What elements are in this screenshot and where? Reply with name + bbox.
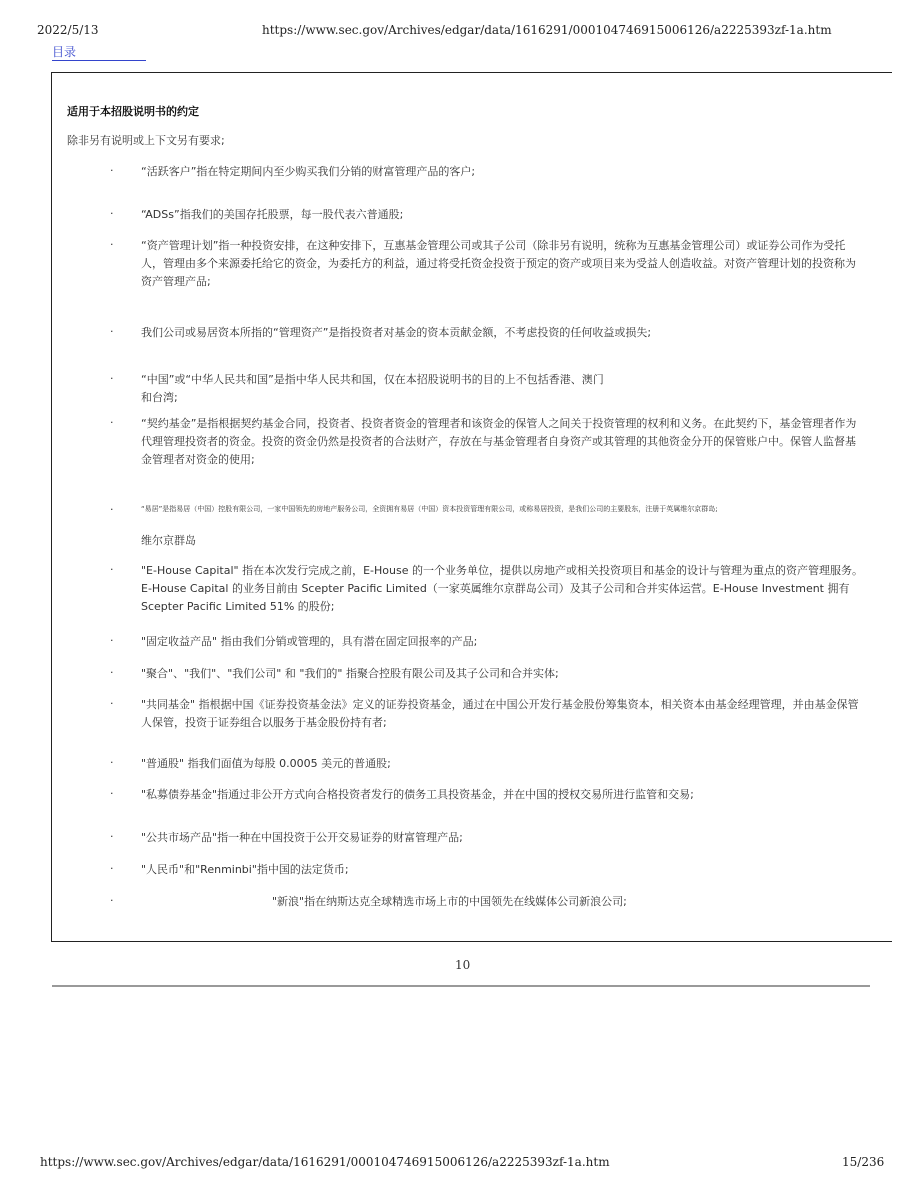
definition-item: "E-House Capital" 指在本次发行完成之前，E-House 的一个业务单位，提供以房地产或相关投资项目和基金的设计与管理为重点的资产管理服务。E-House Capital 的业务目前由 Scepter Pacific Limited（一家英属维尔京群岛公司）及其子公司和合并实体运营。E-House Investment 拥有 Scepter Pacific Limited 51% 的股份;	[141, 564, 863, 613]
header-date: 2022/5/13	[37, 23, 99, 37]
bullet: ·	[110, 634, 114, 647]
definition-item: "固定收益产品" 指由我们分销或管理的，具有潜在固定回报率的产品;	[141, 635, 478, 648]
definition-item: “契约基金”是指根据契约基金合同，投资者、投资者资金的管理者和该资金的保管人之间关于投资管理的权利和义务。在此契约下，基金管理者作为代理管理投资者的资金。投资的资金仍然是投资者的合法财产，存放在与基金管理者自身资产或其管理的其他资金分开的保管账户中。保管人监督基金管理者对资金的使用;	[141, 417, 857, 466]
definition-item: "新浪"指在纳斯达克全球精选市场上市的中国领先在线媒体公司新浪公司;	[272, 895, 627, 908]
definition-item: “活跃客户”指在特定期间内至少购买我们分销的财富管理产品的客户;	[141, 165, 476, 178]
bullet: ·	[110, 666, 114, 679]
definition-item: "普通股" 指我们面值为每股 0.0005 美元的普通股;	[141, 757, 391, 770]
page-number: 10	[455, 958, 471, 972]
definition-item: "聚合"、"我们"、"我们公司" 和 "我们的" 指聚合控股有限公司及其子公司和合并实体;	[141, 667, 559, 680]
bullet: ·	[110, 830, 114, 843]
definition-item: “资产管理计划”指一种投资安排，在这种安排下，互惠基金管理公司或其子公司（除非另有说明，统称为互惠基金管理公司）或证券公司作为受托人，管理由多个来源委托给它的资金，为委托方的利益，通过将受托资金投资于预定的资产或项目来为受益人创造收益。对资产管理计划的投资称为资产管理产品;	[141, 239, 856, 288]
definition-item: "人民币"和"Renminbi"指中国的法定货币;	[141, 863, 349, 876]
definition-continuation: 维尔京群岛	[141, 534, 196, 547]
bullet: ·	[110, 503, 114, 516]
definition-item: "公共市场产品"指一种在中国投资于公开交易证券的财富管理产品;	[141, 831, 463, 844]
bullet: ·	[110, 756, 114, 769]
bullet: ·	[110, 325, 114, 338]
bullet: ·	[110, 894, 114, 907]
header-url: https://www.sec.gov/Archives/edgar/data/1616291/000104746915006126/a2225393zf-1a.htm	[262, 23, 832, 37]
footer-url: https://www.sec.gov/Archives/edgar/data/1616291/000104746915006126/a2225393zf-1a.htm	[40, 1155, 610, 1169]
definition-item: "共同基金" 指根据中国《证券投资基金法》定义的证券投资基金，通过在中国公开发行基金股份筹集资本，相关资本由基金经理管理，并由基金保管人保管，投资于证券组合以服务于基金股份持有者;	[141, 698, 859, 729]
bullet: ·	[110, 372, 114, 385]
bullet: ·	[110, 238, 114, 251]
definition-item: “ADSs”指我们的美国存托股票，每一股代表六普通股;	[141, 208, 404, 221]
section-heading: 适用于本招股说明书的约定	[67, 105, 199, 118]
definition-item: “易居”是指易居（中国）控股有限公司，一家中国领先的房地产服务公司，全资拥有易居（中国）资本投资管理有限公司，或称易居投资，是我们公司的主要股东，注册于英属维尔京群岛;	[141, 505, 718, 513]
definition-item: “中国”或“中华人民共和国”是指中华人民共和国，仅在本招股说明书的目的上不包括香港、澳门 和台湾;	[141, 373, 604, 404]
horizontal-rule	[52, 985, 870, 987]
bullet: ·	[110, 697, 114, 710]
bullet: ·	[110, 164, 114, 177]
definition-item: 我们公司或易居资本所指的“管理资产”是指投资者对基金的资本贡献金额，不考虑投资的任何收益或损失;	[141, 326, 652, 339]
bullet: ·	[110, 563, 114, 576]
bullet: ·	[110, 416, 114, 429]
bullet: ·	[110, 787, 114, 800]
toc-link[interactable]: 目录	[52, 43, 146, 61]
bullet: ·	[110, 207, 114, 220]
definition-item: "私募债券基金"指通过非公开方式向合格投资者发行的债务工具投资基金，并在中国的授权交易所进行监管和交易;	[141, 788, 694, 801]
intro-text: 除非另有说明或上下文另有要求;	[67, 134, 225, 147]
bullet: ·	[110, 862, 114, 875]
footer-page-count: 15/236	[842, 1155, 885, 1169]
